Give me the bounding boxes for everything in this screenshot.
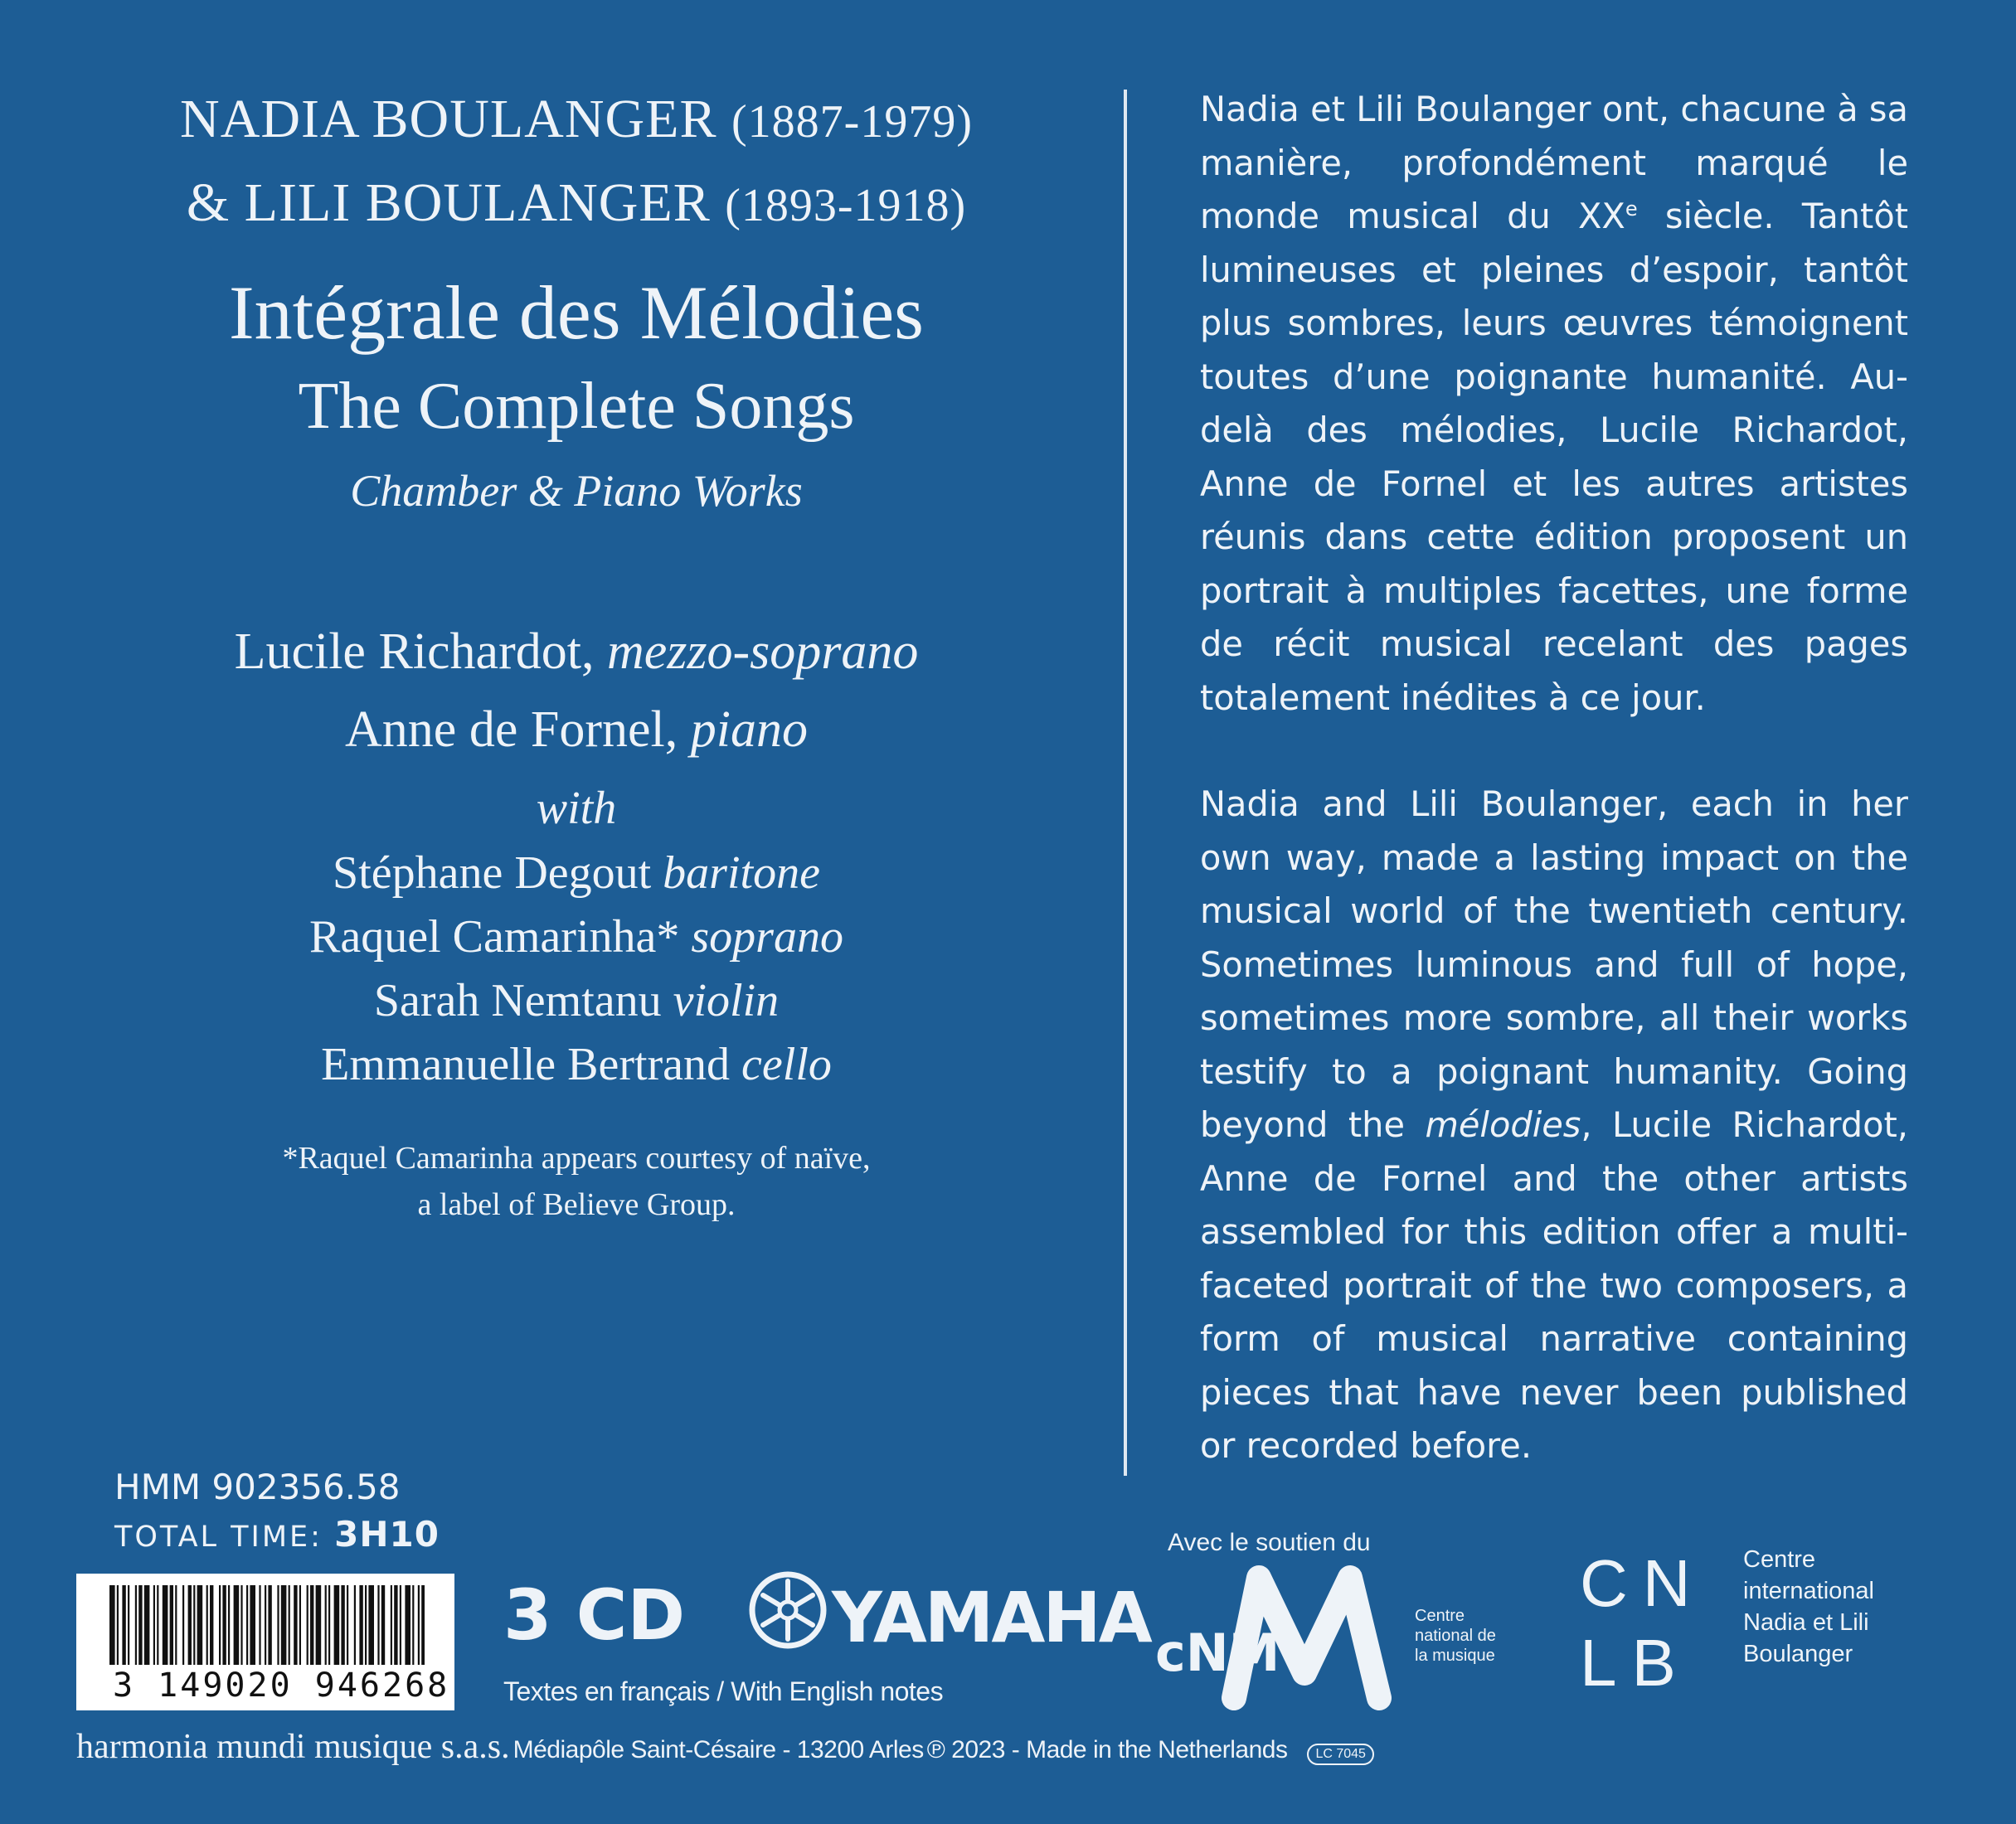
barcode-bar bbox=[325, 1585, 327, 1665]
composer-2-name: & LILI BOULANGER bbox=[186, 172, 711, 233]
yamaha-emblem-icon bbox=[749, 1571, 827, 1653]
guest-2-name: Raquel Camarinha* bbox=[309, 911, 680, 963]
barcode-bar bbox=[128, 1585, 129, 1665]
left-column bbox=[100, 79, 1053, 1228]
barcode-bar bbox=[365, 1585, 367, 1665]
with-label: with bbox=[536, 783, 617, 834]
barcode-bar bbox=[219, 1585, 221, 1665]
barcode-bar bbox=[206, 1585, 208, 1665]
barcode-bar bbox=[299, 1585, 301, 1665]
label-code-badge: LC 7045 bbox=[1307, 1744, 1374, 1765]
guest-2-role: soprano bbox=[691, 911, 843, 963]
performer-1-role: mezzo-soprano bbox=[606, 623, 919, 680]
footer bbox=[76, 1727, 1374, 1767]
title-english: The Complete Songs bbox=[298, 370, 855, 443]
barcode-bar bbox=[347, 1585, 348, 1665]
barcode-bar bbox=[405, 1585, 410, 1665]
paragraph-english bbox=[1200, 778, 1908, 1473]
barcode-bar bbox=[222, 1585, 226, 1665]
performer-2 bbox=[100, 691, 1053, 769]
total-time-value: 3H10 bbox=[334, 1514, 440, 1555]
barcode-bar bbox=[418, 1585, 420, 1665]
guest-1-name: Stéphane Degout bbox=[333, 847, 652, 899]
barcode-bar bbox=[193, 1585, 195, 1665]
barcode-bar bbox=[281, 1585, 287, 1665]
barcode-bar bbox=[307, 1585, 308, 1665]
cnm-logo bbox=[1155, 1561, 1404, 1715]
barcode-bar bbox=[400, 1585, 401, 1665]
barcode-bar bbox=[289, 1585, 290, 1665]
footer-copyright: ℗ 2023 - Made in the Netherlands bbox=[926, 1736, 1288, 1763]
paragraph-english-part-2: , Lucile Richardot, Anne de Fornel and the other artists assembled for this edition offer a multi-faceted portrait of the two composers, a form of musical narrative containing pieces that have never been published or recorded before. bbox=[1200, 1104, 1908, 1466]
cnm-logo-text: cNM bbox=[1155, 1623, 1280, 1683]
disc-count: 3 CD bbox=[503, 1574, 686, 1656]
composer-1 bbox=[100, 79, 1053, 163]
guest-1-role: baritone bbox=[663, 847, 820, 899]
barcode-bar bbox=[310, 1585, 313, 1665]
paragraph-french-part-2: siècle. Tantôt lumineuses et pleines d’espoir, tantôt plus sombres, leurs œuvres témoignent toutes d’une poignante humanité. Au-delà des mélodies, Lucile Richardot, Anne de Fornel et les autres artistes réunis dans cette édition proposent un portrait à multiples facettes, une forme de récit musical recelant des pages totalement inédites à ce jour. bbox=[1200, 196, 1908, 718]
barcode-bar bbox=[368, 1585, 374, 1665]
century-superscript: e bbox=[1625, 197, 1638, 221]
barcode-bar bbox=[316, 1585, 322, 1665]
barcode-bar bbox=[259, 1585, 260, 1665]
notes-language: Textes en français / With English notes bbox=[503, 1676, 944, 1706]
barcode-bar bbox=[341, 1585, 344, 1665]
support-label: Avec le soutien du bbox=[1168, 1529, 1371, 1556]
barcode-bar bbox=[163, 1585, 168, 1665]
barcode-bar bbox=[277, 1585, 279, 1665]
performer-1-name: Lucile Richardot, bbox=[234, 623, 595, 680]
guest-2 bbox=[100, 905, 1053, 969]
barcode-number: 3 149020 946268 bbox=[113, 1666, 450, 1705]
guest-1 bbox=[100, 842, 1053, 905]
barcode-bar bbox=[182, 1585, 184, 1665]
barcode-bar bbox=[188, 1585, 192, 1665]
barcode-bar bbox=[328, 1585, 330, 1665]
guest-3-name: Sarah Nemtanu bbox=[373, 975, 662, 1026]
barcode-bar bbox=[157, 1585, 158, 1665]
composer-1-years: (1887-1979) bbox=[731, 96, 973, 148]
barcode-bar bbox=[117, 1585, 119, 1665]
cnm-sub-2: national de bbox=[1415, 1627, 1496, 1645]
footer-address: Médiapôle Saint-Césaire - 13200 Arles bbox=[513, 1736, 924, 1763]
cnlb-row-2: LB bbox=[1580, 1626, 1691, 1700]
footnote bbox=[100, 1135, 1053, 1228]
footnote-line-2: a label of Believe Group. bbox=[417, 1187, 736, 1222]
cnlb-logo bbox=[1580, 1544, 1706, 1703]
total-time-label: TOTAL TIME: bbox=[114, 1521, 323, 1554]
cnm-sub-1: Centre bbox=[1415, 1607, 1465, 1625]
barcode-bar bbox=[394, 1585, 397, 1665]
guest-4 bbox=[100, 1033, 1053, 1097]
composer-2 bbox=[100, 163, 1053, 246]
cnlb-subtitle bbox=[1743, 1544, 1874, 1670]
barcode-bar bbox=[153, 1585, 155, 1665]
barcode-bar bbox=[391, 1585, 392, 1665]
footnote-line-1: *Raquel Camarinha appears courtesy of naïve, bbox=[282, 1141, 871, 1176]
performer-1 bbox=[100, 613, 1053, 691]
subtitle: Chamber & Piano Works bbox=[350, 466, 803, 516]
guest-4-name: Emmanuelle Bertrand bbox=[321, 1039, 731, 1090]
cnlb-sub-2: international bbox=[1743, 1578, 1874, 1604]
performer-2-role: piano bbox=[690, 701, 808, 758]
barcode-bar bbox=[109, 1585, 115, 1665]
yamaha-logo: YAMAHA bbox=[832, 1577, 1150, 1658]
paragraph-english-italic: mélodies bbox=[1425, 1104, 1581, 1145]
cnm-sub-3: la musique bbox=[1415, 1647, 1495, 1665]
barcode-bar bbox=[359, 1585, 362, 1665]
paragraph-english-part-1: Nadia and Lili Boulanger, each in her own way, made a lasting impact on the musical world of the twentieth century. Sometimes luminous and full of hope, sometimes more sombre, all their works testify to a poignant humanity. Going beyond the bbox=[1200, 783, 1908, 1145]
barcode-bar bbox=[122, 1585, 125, 1665]
paragraph-french bbox=[1200, 83, 1908, 725]
barcode-bar bbox=[334, 1585, 340, 1665]
cnlb-row-1: CN bbox=[1580, 1546, 1706, 1620]
cnlb-sub-4: Boulanger bbox=[1743, 1641, 1853, 1667]
barcode-bar bbox=[268, 1585, 271, 1665]
barcode-bar bbox=[294, 1585, 297, 1665]
right-column bbox=[1200, 83, 1908, 1473]
barcode-bar bbox=[234, 1585, 240, 1665]
barcode-bar bbox=[144, 1585, 150, 1665]
barcode-bar bbox=[421, 1585, 425, 1665]
cnm-subtitle bbox=[1415, 1606, 1496, 1666]
performer-2-name: Anne de Fornel, bbox=[345, 701, 678, 758]
barcode-bar bbox=[246, 1585, 248, 1665]
barcode-bar bbox=[381, 1585, 385, 1665]
barcode-bar bbox=[210, 1585, 213, 1665]
barcode-bar bbox=[175, 1585, 177, 1665]
barcode-bar bbox=[354, 1585, 356, 1665]
title-french: Intégrale des Mélodies bbox=[229, 270, 924, 355]
footer-label: harmonia mundi musique s.a.s. bbox=[76, 1728, 510, 1766]
guest-4-role: cello bbox=[741, 1039, 832, 1090]
total-time bbox=[114, 1514, 440, 1555]
cnlb-sub-1: Centre bbox=[1743, 1546, 1816, 1573]
barcode-bar bbox=[265, 1585, 266, 1665]
column-divider bbox=[1124, 90, 1127, 1476]
guest-3-role: violin bbox=[673, 975, 780, 1026]
paragraph-french-part-1: Nadia et Lili Boulanger ont, chacune à sa manière, profondément marqué le monde musical du XX bbox=[1200, 89, 1908, 236]
barcode-bar bbox=[412, 1585, 414, 1665]
barcode-bar bbox=[197, 1585, 203, 1665]
barcode-bar bbox=[377, 1585, 379, 1665]
barcode-bar bbox=[240, 1585, 242, 1665]
barcode-bar bbox=[138, 1585, 142, 1665]
composer-2-years: (1893-1918) bbox=[725, 180, 967, 231]
composer-1-name: NADIA BOULANGER bbox=[180, 89, 717, 149]
barcode-bar bbox=[250, 1585, 255, 1665]
catalog-number: HMM 902356.58 bbox=[114, 1467, 401, 1507]
guest-3 bbox=[100, 969, 1053, 1033]
barcode-bars-icon bbox=[109, 1585, 425, 1665]
barcode-bar bbox=[228, 1585, 230, 1665]
barcode-bar bbox=[170, 1585, 173, 1665]
cnlb-sub-3: Nadia et Lili bbox=[1743, 1609, 1869, 1636]
barcode-bar bbox=[135, 1585, 137, 1665]
barcode bbox=[76, 1574, 454, 1710]
